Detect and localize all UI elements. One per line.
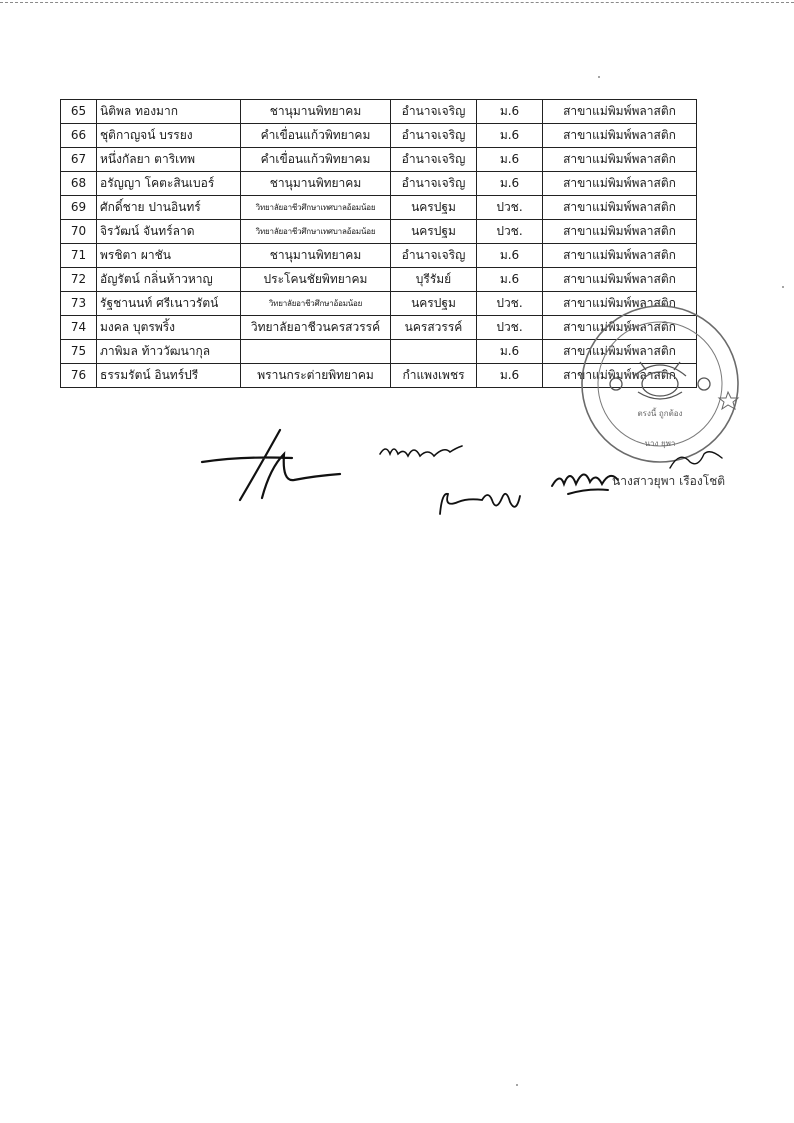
school-name: วิทยาลัยอาชีวศึกษาเทศบาลอ้อมน้อย — [241, 196, 391, 220]
school-name: คำเขื่อนแก้วพิทยาคม — [241, 124, 391, 148]
table-row — [61, 124, 697, 148]
row-number: 76 — [61, 364, 97, 388]
education-level: ม.6 — [477, 244, 543, 268]
school-name: คำเขื่อนแก้วพิทยาคม — [241, 148, 391, 172]
major: สาขาแม่พิมพ์พลาสติก — [543, 292, 697, 316]
province: นครสวรรค์ — [391, 316, 477, 340]
education-level: ม.6 — [477, 124, 543, 148]
education-level: ม.6 — [477, 100, 543, 124]
education-level: ปวช. — [477, 220, 543, 244]
student-name: อรัญญา โคตะสินเบอร์ — [97, 172, 241, 196]
student-name: อัญรัตน์ กลิ่นห้าวหาญ — [97, 268, 241, 292]
seal-label: ตรงนี้ ถูกต้อง — [637, 409, 683, 418]
row-number: 75 — [61, 340, 97, 364]
province: อำนาจเจริญ — [391, 148, 477, 172]
table-row — [61, 196, 697, 220]
table-row — [61, 220, 697, 244]
school-name: วิทยาลัยอาชีวศึกษาอ้อมน้อย — [241, 292, 391, 316]
major: สาขาแม่พิมพ์พลาสติก — [543, 268, 697, 292]
province — [391, 340, 477, 364]
school-name: วิทยาลัยอาชีวนครสวรรค์ — [241, 316, 391, 340]
student-name: หนึ่งกัลยา ตาริเทพ — [97, 148, 241, 172]
major: สาขาแม่พิมพ์พลาสติก — [543, 220, 697, 244]
table-row — [61, 148, 697, 172]
table-row — [61, 100, 697, 124]
school-name: ชานุมานพิทยาคม — [241, 244, 391, 268]
school-name: พรานกระต่ายพิทยาคม — [241, 364, 391, 388]
signature-1 — [200, 426, 350, 506]
row-number: 70 — [61, 220, 97, 244]
education-level: ปวช. — [477, 316, 543, 340]
row-number: 66 — [61, 124, 97, 148]
province: นครปฐม — [391, 292, 477, 316]
table-row — [61, 268, 697, 292]
table-row — [61, 244, 697, 268]
signer-name: นางสาวยุพา เรืองโชติ — [612, 474, 726, 488]
education-level: ม.6 — [477, 172, 543, 196]
row-number: 74 — [61, 316, 97, 340]
province: นครปฐม — [391, 220, 477, 244]
signature-5 — [666, 448, 726, 474]
school-name: ประโคนชัยพิทยาคม — [241, 268, 391, 292]
major: สาขาแม่พิมพ์พลาสติก — [543, 244, 697, 268]
row-number: 65 — [61, 100, 97, 124]
major: สาขาแม่พิมพ์พลาสติก — [543, 148, 697, 172]
major: สาขาแม่พิมพ์พลาสติก — [543, 100, 697, 124]
student-name: ภาพิมล ท้าววัฒนากุล — [97, 340, 241, 364]
major: สาขาแม่พิมพ์พลาสติก — [543, 364, 697, 388]
scan-top-border — [0, 2, 794, 3]
province: อำนาจเจริญ — [391, 100, 477, 124]
student-name: ชุติกาญจน์ บรรยง — [97, 124, 241, 148]
school-name — [241, 340, 391, 364]
student-name: ศักดิ์ชาย ปานอินทร์ — [97, 196, 241, 220]
scan-speck — [516, 1084, 518, 1086]
student-name: ธรรมรัตน์ อินทร์ปรี — [97, 364, 241, 388]
student-name: นิติพล ทองมาก — [97, 100, 241, 124]
province: อำนาจเจริญ — [391, 244, 477, 268]
signature-3 — [436, 484, 526, 524]
province: บุรีรัมย์ — [391, 268, 477, 292]
student-name: มงคล บุตรพริ้ง — [97, 316, 241, 340]
school-name: ชานุมานพิทยาคม — [241, 172, 391, 196]
education-level: ม.6 — [477, 268, 543, 292]
seal-bottom-label: นาง ยุพา — [644, 439, 676, 448]
province: นครปฐม — [391, 196, 477, 220]
education-level: ม.6 — [477, 148, 543, 172]
scan-speck — [598, 76, 600, 78]
province: อำนาจเจริญ — [391, 172, 477, 196]
row-number: 69 — [61, 196, 97, 220]
signature-2 — [378, 436, 470, 462]
education-level: ปวช. — [477, 292, 543, 316]
school-name: ชานุมานพิทยาคม — [241, 100, 391, 124]
major: สาขาแม่พิมพ์พลาสติก — [543, 172, 697, 196]
student-name: พรชิตา ผาชัน — [97, 244, 241, 268]
school-name: วิทยาลัยอาชีวศึกษาเทศบาลอ้อมน้อย — [241, 220, 391, 244]
province: กำแพงเพชร — [391, 364, 477, 388]
education-level: ม.6 — [477, 364, 543, 388]
major: สาขาแม่พิมพ์พลาสติก — [543, 316, 697, 340]
education-level: ม.6 — [477, 340, 543, 364]
row-number: 67 — [61, 148, 97, 172]
major: สาขาแม่พิมพ์พลาสติก — [543, 340, 697, 364]
scan-speck — [782, 286, 784, 288]
row-number: 73 — [61, 292, 97, 316]
row-number: 71 — [61, 244, 97, 268]
student-name: รัฐชานนท์ ศรีเนาวรัตน์ — [97, 292, 241, 316]
major: สาขาแม่พิมพ์พลาสติก — [543, 196, 697, 220]
province: อำนาจเจริญ — [391, 124, 477, 148]
major: สาขาแม่พิมพ์พลาสติก — [543, 124, 697, 148]
row-number: 72 — [61, 268, 97, 292]
table-row — [61, 172, 697, 196]
official-seal-stamp — [576, 300, 744, 468]
education-level: ปวช. — [477, 196, 543, 220]
student-name: จิรวัฒน์ จันทร์ลาด — [97, 220, 241, 244]
row-number: 68 — [61, 172, 97, 196]
